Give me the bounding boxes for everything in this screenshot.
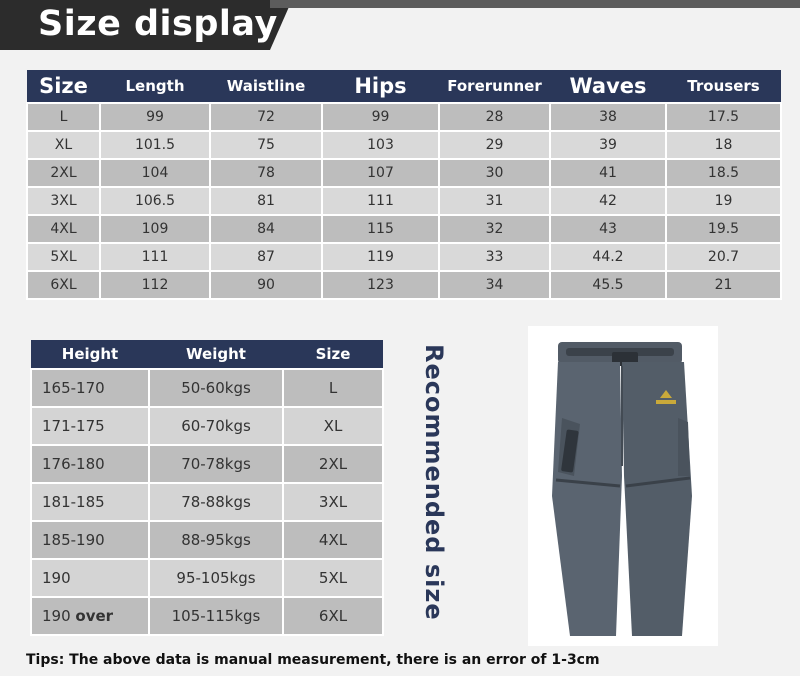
cell-forerunner: 30 bbox=[439, 159, 550, 187]
cell-size: 3XL bbox=[27, 187, 100, 215]
cell-trousers: 20.7 bbox=[666, 243, 781, 271]
cell-size: L bbox=[283, 369, 383, 407]
col-header-waistline: Waistline bbox=[210, 70, 322, 103]
cell-forerunner: 28 bbox=[439, 103, 550, 131]
cell-waves: 39 bbox=[550, 131, 666, 159]
cell-height: 171-175 bbox=[31, 407, 149, 445]
col-header-forerunner: Forerunner bbox=[439, 70, 550, 103]
table-row bbox=[27, 243, 781, 271]
col-header-hips: Hips bbox=[322, 70, 439, 103]
cell-forerunner: 33 bbox=[439, 243, 550, 271]
col-header-height: Height bbox=[31, 340, 149, 369]
recommend-table-header bbox=[31, 340, 383, 369]
cell-waves: 45.5 bbox=[550, 271, 666, 299]
cell-height: 176-180 bbox=[31, 445, 149, 483]
table-row bbox=[31, 369, 383, 407]
cell-waistline: 84 bbox=[210, 215, 322, 243]
cell-waves: 42 bbox=[550, 187, 666, 215]
cell-waistline: 75 bbox=[210, 131, 322, 159]
cell-weight: 60-70kgs bbox=[149, 407, 283, 445]
table-row bbox=[27, 187, 781, 215]
size-table bbox=[26, 70, 782, 300]
cell-hips: 119 bbox=[322, 243, 439, 271]
col-header-trousers: Trousers bbox=[666, 70, 781, 103]
cell-length: 111 bbox=[100, 243, 210, 271]
cell-size: 5XL bbox=[27, 243, 100, 271]
cell-size: L bbox=[27, 103, 100, 131]
pants-image bbox=[528, 326, 718, 646]
table-row bbox=[27, 271, 781, 299]
cell-weight: 50-60kgs bbox=[149, 369, 283, 407]
cell-length: 99 bbox=[100, 103, 210, 131]
cell-weight: 95-105kgs bbox=[149, 559, 283, 597]
cell-height: 190 bbox=[31, 559, 149, 597]
cell-size: 6XL bbox=[283, 597, 383, 635]
table-row bbox=[31, 407, 383, 445]
cell-height-value: 190 bbox=[42, 607, 71, 625]
cell-size: 3XL bbox=[283, 483, 383, 521]
cell-length: 109 bbox=[100, 215, 210, 243]
cell-weight: 105-115kgs bbox=[149, 597, 283, 635]
table-row bbox=[31, 521, 383, 559]
table-row bbox=[31, 445, 383, 483]
size-table-header bbox=[27, 70, 781, 103]
cell-waves: 38 bbox=[550, 103, 666, 131]
cell-hips: 99 bbox=[322, 103, 439, 131]
tips-note: Tips: The above data is manual measurement, there is an error of 1-3cm bbox=[26, 652, 600, 668]
over-label: over bbox=[75, 607, 114, 625]
col-header-length: Length bbox=[100, 70, 210, 103]
cell-forerunner: 29 bbox=[439, 131, 550, 159]
cell-size: XL bbox=[283, 407, 383, 445]
table-row bbox=[27, 215, 781, 243]
cell-size: 2XL bbox=[283, 445, 383, 483]
cell-trousers: 19 bbox=[666, 187, 781, 215]
recommended-size-label: Recommended size bbox=[420, 344, 448, 621]
table-row bbox=[31, 597, 383, 635]
cell-waistline: 87 bbox=[210, 243, 322, 271]
col-header-size: Size bbox=[27, 70, 100, 103]
cell-size: 2XL bbox=[27, 159, 100, 187]
cell-length: 106.5 bbox=[100, 187, 210, 215]
cell-length: 112 bbox=[100, 271, 210, 299]
title-banner bbox=[0, 0, 800, 50]
cell-forerunner: 34 bbox=[439, 271, 550, 299]
cell-weight: 78-88kgs bbox=[149, 483, 283, 521]
cell-trousers: 18 bbox=[666, 131, 781, 159]
cell-forerunner: 32 bbox=[439, 215, 550, 243]
cell-hips: 111 bbox=[322, 187, 439, 215]
cell-height: 181-185 bbox=[31, 483, 149, 521]
cell-size: 6XL bbox=[27, 271, 100, 299]
cell-forerunner: 31 bbox=[439, 187, 550, 215]
cell-waistline: 72 bbox=[210, 103, 322, 131]
table-row bbox=[27, 159, 781, 187]
cell-height: 165-170 bbox=[31, 369, 149, 407]
cell-size: 4XL bbox=[283, 521, 383, 559]
cell-waistline: 78 bbox=[210, 159, 322, 187]
cell-waistline: 90 bbox=[210, 271, 322, 299]
cell-trousers: 18.5 bbox=[666, 159, 781, 187]
col-header-size: Size bbox=[283, 340, 383, 369]
page-title: Size display bbox=[38, 4, 278, 44]
cell-size: 5XL bbox=[283, 559, 383, 597]
cell-waves: 44.2 bbox=[550, 243, 666, 271]
cell-hips: 115 bbox=[322, 215, 439, 243]
cell-waves: 41 bbox=[550, 159, 666, 187]
cell-weight: 88-95kgs bbox=[149, 521, 283, 559]
cell-weight: 70-78kgs bbox=[149, 445, 283, 483]
table-row bbox=[31, 483, 383, 521]
cell-height bbox=[31, 597, 149, 635]
cell-size: 4XL bbox=[27, 215, 100, 243]
cell-hips: 123 bbox=[322, 271, 439, 299]
cell-trousers: 21 bbox=[666, 271, 781, 299]
cell-trousers: 17.5 bbox=[666, 103, 781, 131]
col-header-waves: Waves bbox=[550, 70, 666, 103]
table-row bbox=[27, 131, 781, 159]
table-row bbox=[31, 559, 383, 597]
cell-length: 104 bbox=[100, 159, 210, 187]
cell-waves: 43 bbox=[550, 215, 666, 243]
cell-hips: 103 bbox=[322, 131, 439, 159]
col-header-weight: Weight bbox=[149, 340, 283, 369]
cell-length: 101.5 bbox=[100, 131, 210, 159]
banner-rule bbox=[270, 0, 800, 8]
product-photo bbox=[528, 326, 718, 646]
cell-size: XL bbox=[27, 131, 100, 159]
cell-height: 185-190 bbox=[31, 521, 149, 559]
cell-trousers: 19.5 bbox=[666, 215, 781, 243]
cell-waistline: 81 bbox=[210, 187, 322, 215]
cell-hips: 107 bbox=[322, 159, 439, 187]
table-row bbox=[27, 103, 781, 131]
recommended-size-table bbox=[30, 340, 384, 636]
